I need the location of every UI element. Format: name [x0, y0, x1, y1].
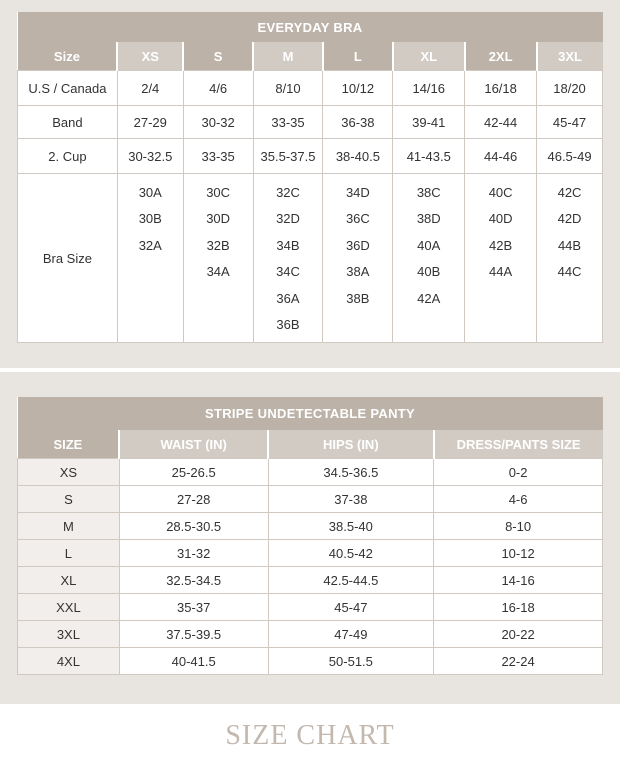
- table-cell: 14/16: [393, 71, 465, 106]
- bra-size-value: 44B: [557, 237, 582, 253]
- bra-size-cell: [465, 174, 537, 343]
- table-cell: 50-51.5: [268, 648, 434, 675]
- table-row: [18, 648, 603, 675]
- bra-header-m: M: [253, 42, 323, 71]
- table-row: [18, 486, 603, 513]
- bra-header-xl: XL: [393, 42, 465, 71]
- bra-size-value: 38A: [346, 264, 370, 280]
- bra-size-cell: [183, 174, 253, 343]
- bra-size-value: 40A: [417, 237, 441, 253]
- table-row: [18, 567, 603, 594]
- bra-size-value: 42C: [557, 185, 582, 200]
- table-row: [18, 139, 603, 174]
- bra-size-value: 40C: [488, 185, 513, 200]
- bra-size-value: 30A: [138, 185, 162, 200]
- bra-size-value: 40B: [417, 264, 441, 280]
- bra-size-value: 36B: [276, 316, 300, 332]
- panty-header-dress-size: DRESS/PANTS SIZE: [434, 430, 603, 459]
- bra-size-cell: [253, 174, 323, 343]
- panty-header-hips: HIPS (IN): [268, 430, 434, 459]
- table-cell: 32.5-34.5: [119, 567, 268, 594]
- table-cell: 2/4: [117, 71, 183, 106]
- table-cell: 20-22: [434, 621, 603, 648]
- table-row: [18, 71, 603, 106]
- table-cell: 44-46: [465, 139, 537, 174]
- bra-size-value: 44A: [489, 264, 513, 280]
- bra-size-value: 38C: [416, 185, 441, 200]
- size-cell: XXL: [18, 594, 120, 621]
- table-cell: 38.5-40: [268, 513, 434, 540]
- table-cell: 40.5-42: [268, 540, 434, 567]
- bra-size-value: 42A: [417, 290, 441, 306]
- table-cell: 14-16: [434, 567, 603, 594]
- row-label: Bra Size: [18, 174, 118, 343]
- table-cell: 37-38: [268, 486, 434, 513]
- table-cell: 37.5-39.5: [119, 621, 268, 648]
- bra-size-value: 36C: [345, 211, 370, 227]
- table-cell: 33-35: [183, 139, 253, 174]
- bra-size-value: 30C: [206, 185, 231, 200]
- table-cell: 47-49: [268, 621, 434, 648]
- bra-table-title: EVERYDAY BRA: [18, 12, 603, 42]
- table-cell: 30-32.5: [117, 139, 183, 174]
- table-cell: 28.5-30.5: [119, 513, 268, 540]
- size-cell: 4XL: [18, 648, 120, 675]
- table-cell: 36-38: [323, 106, 393, 139]
- bra-header-s: S: [183, 42, 253, 71]
- size-cell: XS: [18, 459, 120, 486]
- table-cell: 33-35: [253, 106, 323, 139]
- table-cell: 16-18: [434, 594, 603, 621]
- panty-panel: [0, 372, 620, 704]
- size-cell: XL: [18, 567, 120, 594]
- table-cell: 16/18: [465, 71, 537, 106]
- panty-table-title: STRIPE UNDETECTABLE PANTY: [18, 397, 603, 430]
- size-cell: S: [18, 486, 120, 513]
- table-cell: 42-44: [465, 106, 537, 139]
- table-cell: 31-32: [119, 540, 268, 567]
- table-cell: 10/12: [323, 71, 393, 106]
- table-cell: 18/20: [537, 71, 603, 106]
- everyday-bra-table: [17, 12, 603, 343]
- bra-header-3xl: 3XL: [537, 42, 603, 71]
- bra-size-value: 42D: [557, 211, 582, 227]
- table-cell: 38-40.5: [323, 139, 393, 174]
- size-chart-title: SIZE CHART: [225, 720, 395, 751]
- table-cell: 39-41: [393, 106, 465, 139]
- bra-size-value: 34D: [345, 185, 370, 200]
- table-cell: 40-41.5: [119, 648, 268, 675]
- bra-size-value: 30D: [206, 211, 231, 227]
- size-cell: M: [18, 513, 120, 540]
- bra-header-size: Size: [18, 42, 118, 71]
- table-row: [18, 513, 603, 540]
- table-cell: 27-29: [117, 106, 183, 139]
- table-cell: 8-10: [434, 513, 603, 540]
- table-cell: 41-43.5: [393, 139, 465, 174]
- bra-size-value: 32C: [276, 185, 300, 200]
- table-row: [18, 540, 603, 567]
- bra-size-value: 38B: [346, 290, 370, 306]
- row-label: 2. Cup: [18, 139, 118, 174]
- table-cell: 10-12: [434, 540, 603, 567]
- panty-header-size: SIZE: [18, 430, 120, 459]
- table-cell: 4/6: [183, 71, 253, 106]
- table-cell: 8/10: [253, 71, 323, 106]
- table-cell: 35-37: [119, 594, 268, 621]
- table-cell: 45-47: [537, 106, 603, 139]
- bra-size-cell: [323, 174, 393, 343]
- bra-header-2xl: 2XL: [465, 42, 537, 71]
- panty-header-waist: WAIST (IN): [119, 430, 268, 459]
- size-cell: L: [18, 540, 120, 567]
- table-cell: 42.5-44.5: [268, 567, 434, 594]
- bra-size-value: 42B: [489, 237, 513, 253]
- bra-size-cell: [117, 174, 183, 343]
- table-row: [18, 459, 603, 486]
- bra-size-value: 34A: [206, 264, 230, 280]
- bra-size-cell: [537, 174, 603, 343]
- table-cell: 34.5-36.5: [268, 459, 434, 486]
- table-cell: 27-28: [119, 486, 268, 513]
- everyday-bra-panel: [0, 0, 620, 368]
- bra-size-value: 38D: [416, 211, 441, 227]
- table-cell: 4-6: [434, 486, 603, 513]
- bra-header-xs: XS: [117, 42, 183, 71]
- bra-size-cell: [393, 174, 465, 343]
- row-label: Band: [18, 106, 118, 139]
- table-row: [18, 621, 603, 648]
- table-cell: 30-32: [183, 106, 253, 139]
- bra-size-value: 32D: [276, 211, 300, 227]
- bra-size-value: 32B: [206, 237, 230, 253]
- table-cell: 45-47: [268, 594, 434, 621]
- table-row: [18, 174, 603, 343]
- bra-size-value: 40D: [488, 211, 513, 227]
- bra-size-value: 34B: [276, 237, 300, 253]
- bra-header-l: L: [323, 42, 393, 71]
- table-row: [18, 594, 603, 621]
- bra-size-value: 36D: [345, 237, 370, 253]
- bra-size-value: 32A: [138, 237, 162, 253]
- row-label: U.S / Canada: [18, 71, 118, 106]
- size-cell: 3XL: [18, 621, 120, 648]
- table-cell: 22-24: [434, 648, 603, 675]
- panty-table: [17, 397, 603, 675]
- bra-size-value: 34C: [276, 264, 300, 280]
- bra-size-value: 36A: [276, 290, 300, 306]
- table-row: [18, 106, 603, 139]
- bra-size-value: 30B: [138, 211, 162, 227]
- bra-size-value: 44C: [557, 264, 582, 280]
- table-cell: 0-2: [434, 459, 603, 486]
- table-cell: 46.5-49: [537, 139, 603, 174]
- table-cell: 35.5-37.5: [253, 139, 323, 174]
- table-cell: 25-26.5: [119, 459, 268, 486]
